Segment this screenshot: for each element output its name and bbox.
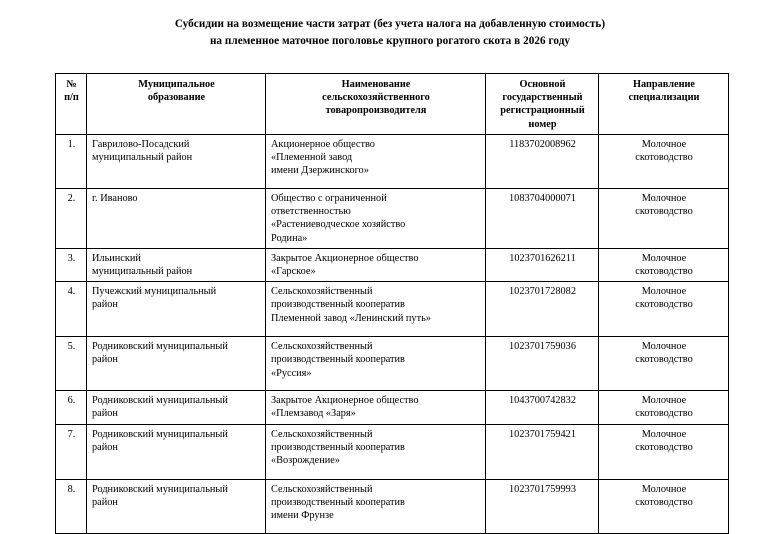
cell-ogrn: 1023701626211 [486, 248, 599, 281]
cell-producer-name-line: Племенной завод «Ленинский путь» [271, 312, 431, 324]
table-row [56, 135, 729, 189]
cell-specialization [599, 424, 729, 479]
cell-specialization-line: Молочное [641, 193, 687, 204]
column-header-number-line-1: № [66, 79, 77, 90]
cell-producer-name-line: «Руссия» [271, 367, 312, 379]
cell-producer-name [266, 337, 486, 391]
column-header-municipality-line-1: Муниципальное [138, 79, 215, 90]
cell-municipality-line: муниципальный район [92, 266, 193, 278]
cell-producer-name-line: Сельскохозяйственный [271, 428, 373, 440]
cell-producer-name-line: «Возрождение» [271, 455, 340, 467]
column-header-producer [266, 74, 486, 135]
cell-specialization [599, 479, 729, 533]
cell-ogrn: 1023701759036 [486, 337, 599, 391]
document-page [0, 16, 780, 522]
cell-producer-name-line: производственный кооператив [271, 496, 405, 508]
cell-specialization-line: Молочное [641, 252, 687, 264]
cell-producer-name-line: Закрытое Акционерное общество [271, 395, 419, 407]
cell-municipality-line: Родниковский муниципальный [92, 483, 228, 495]
column-header-producer-line-2: сельскохозяйственного [322, 92, 430, 104]
cell-specialization-line: Молочное [641, 428, 687, 440]
cell-specialization-line: Молочное [641, 139, 687, 150]
cell-municipality [87, 248, 266, 281]
column-header-municipality [87, 74, 266, 135]
table-header [56, 74, 729, 135]
cell-producer-name [266, 282, 486, 337]
cell-specialization [599, 248, 729, 281]
cell-specialization-line: скотоводство [635, 441, 693, 453]
cell-specialization-line: Молочное [641, 286, 687, 298]
cell-municipality-line: район [92, 408, 118, 420]
table-row [56, 391, 729, 424]
cell-ogrn: 1023701728082 [486, 282, 599, 337]
cell-specialization [599, 189, 729, 249]
table-header-row [56, 74, 729, 135]
cell-row-number: 6. [56, 391, 87, 424]
cell-producer-name [266, 391, 486, 424]
column-header-producer-line-1: Наименование [341, 79, 411, 90]
cell-ogrn: 1183702008962 [486, 135, 599, 189]
table-row [56, 424, 729, 479]
cell-specialization-line: скотоводство [635, 354, 693, 366]
cell-municipality-line: район [92, 496, 118, 508]
cell-municipality [87, 135, 266, 189]
document-title-line-1: Субсидии на возмещение части затрат (без учета налога на добавленную стоимость) [174, 18, 606, 30]
document-title-line-2: на племенное маточное поголовье крупного рогатого скота в 2026 году [209, 35, 571, 47]
cell-producer-name-line: Сельскохозяйственный [271, 286, 373, 298]
cell-producer-name-line: производственный кооператив [271, 354, 405, 366]
cell-producer-name-line: «Племзавод «Заря» [271, 408, 356, 420]
cell-municipality [87, 479, 266, 533]
cell-specialization-line: скотоводство [635, 266, 693, 278]
cell-specialization-line: скотоводство [635, 206, 693, 218]
cell-specialization-line: Молочное [641, 341, 687, 353]
table-row [56, 479, 729, 533]
cell-specialization-line: скотоводство [635, 152, 693, 164]
cell-specialization [599, 337, 729, 391]
cell-ogrn: 1083704000071 [486, 189, 599, 249]
column-header-producer-line-3: товаропроизводителя [325, 105, 427, 117]
cell-specialization-line: Молочное [641, 395, 687, 407]
cell-specialization-line: скотоводство [635, 299, 693, 311]
cell-producer-name-line: Родина» [271, 232, 308, 244]
column-header-ogrn-line-2: государственный [502, 92, 583, 104]
cell-municipality-line: район [92, 441, 118, 453]
cell-row-number: 2. [56, 189, 87, 249]
cell-ogrn: 1023701759993 [486, 479, 599, 533]
cell-producer-name-line: «Растениеводческое хозяйство [271, 219, 406, 231]
cell-producer-name-line: имени Дзержинского» [271, 165, 369, 177]
column-header-ogrn-line-4: номер [528, 118, 557, 130]
cell-municipality-line: муниципальный район [92, 152, 193, 164]
cell-municipality [87, 337, 266, 391]
cell-producer-name-line: Общество с ограниченной [271, 193, 387, 204]
cell-row-number: 7. [56, 424, 87, 479]
cell-producer-name-line: производственный кооператив [271, 299, 405, 311]
cell-producer-name-line: Акционерное общество [271, 139, 375, 150]
cell-producer-name-line: Закрытое Акционерное общество [271, 252, 419, 264]
cell-row-number: 3. [56, 248, 87, 281]
table-row [56, 282, 729, 337]
column-header-specialization-line-1: Направление [632, 79, 696, 90]
table-body [56, 135, 729, 534]
cell-producer-name [266, 479, 486, 533]
column-header-ogrn-line-1: Основной [519, 79, 566, 90]
table-row [56, 189, 729, 249]
cell-producer-name-line: ответственностью [271, 206, 351, 218]
cell-ogrn: 1023701759421 [486, 424, 599, 479]
cell-municipality-line: Ильинский [92, 252, 141, 264]
cell-specialization [599, 282, 729, 337]
cell-municipality-line: г. Иваново [92, 193, 138, 204]
table-row [56, 337, 729, 391]
cell-municipality-line: Гаврилово-Посадский [92, 139, 190, 150]
cell-producer-name [266, 248, 486, 281]
cell-row-number: 1. [56, 135, 87, 189]
cell-municipality-line: Родниковский муниципальный [92, 341, 228, 353]
document-title [40, 16, 740, 50]
cell-producer-name-line: Сельскохозяйственный [271, 483, 373, 495]
cell-producer-name [266, 189, 486, 249]
cell-specialization-line: скотоводство [635, 408, 693, 420]
cell-specialization-line: скотоводство [635, 496, 693, 508]
cell-producer-name-line: «Гарское» [271, 266, 316, 278]
column-header-ogrn-line-3: регистрационный [500, 105, 585, 117]
column-header-municipality-line-2: образование [147, 92, 206, 104]
cell-producer-name-line: «Племенной завод [271, 152, 353, 164]
cell-municipality [87, 391, 266, 424]
cell-producer-name [266, 135, 486, 189]
cell-municipality [87, 189, 266, 249]
cell-producer-name [266, 424, 486, 479]
cell-specialization-line: Молочное [641, 483, 687, 495]
cell-municipality-line: район [92, 354, 118, 366]
cell-specialization [599, 391, 729, 424]
cell-producer-name-line: Сельскохозяйственный [271, 341, 373, 353]
cell-producer-name-line: имени Фрунзе [271, 510, 334, 522]
cell-row-number: 4. [56, 282, 87, 337]
cell-producer-name-line: производственный кооператив [271, 441, 405, 453]
cell-municipality [87, 282, 266, 337]
column-header-number [56, 74, 87, 135]
cell-municipality-line: Родниковский муниципальный [92, 395, 228, 407]
cell-row-number: 5. [56, 337, 87, 391]
column-header-specialization-line-2: специализации [628, 92, 700, 104]
cell-municipality-line: Родниковский муниципальный [92, 428, 228, 440]
cell-ogrn: 1043700742832 [486, 391, 599, 424]
cell-municipality [87, 424, 266, 479]
column-header-ogrn [486, 74, 599, 135]
cell-row-number: 8. [56, 479, 87, 533]
cell-municipality-line: район [92, 299, 118, 311]
cell-municipality-line: Пучежский муниципальный [92, 286, 217, 298]
table-row [56, 248, 729, 281]
column-header-specialization [599, 74, 729, 135]
cell-specialization [599, 135, 729, 189]
column-header-number-line-2: п/п [64, 92, 79, 104]
